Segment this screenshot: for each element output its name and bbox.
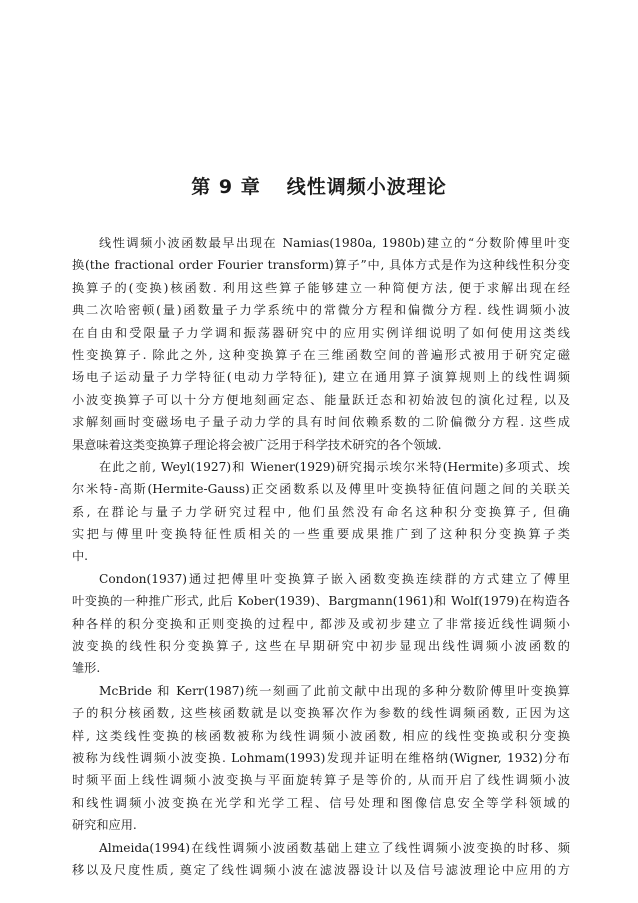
text-line: 雏形. (72, 661, 101, 676)
text-line: 和线性调频小波变换在光学和光学工程、信号处理和图像信息安全等学科领域的 (72, 795, 570, 810)
text-line: 尔米特-高斯(Hermite-Gauss)正交函数系以及傅里叶变换特征值问题之间的关联关 (72, 482, 570, 497)
text-line: Condon(1937)通过把傅里叶变换算子嵌入函数变换连续群的方式建立了傅里 (99, 571, 570, 586)
text-line: 小波变换算子可以十分方便地刻画定态、能量跃迁态和初始波包的演化过程, 以及 (72, 392, 570, 407)
text-line: Almeida(1994)在线性调频小波函数基础上建立了线性调频小波变换的时移、频 (99, 840, 570, 855)
text-line: 在此之前, Weyl(1927)和 Wiener(1929)研究揭示埃尔米特(Hermite)多项式、埃 (99, 459, 570, 474)
paragraph (72, 680, 570, 837)
text-line: 换(the fractional order Fourier transform)算子”中, 具体方式是作为这种线性积分变 (72, 258, 570, 273)
text-line: 种各样的积分变换和正则变换的过程中, 都涉及或初步建立了非常接近线性调频小 (72, 616, 570, 631)
chapter-title: 线性调频小波理论 (286, 176, 447, 198)
body-text (72, 232, 570, 881)
text-line: 典二次哈密顿(量)函数量子力学系统中的常微分方程和偏微分方程. 线性调频小波 (72, 303, 570, 318)
text-line: 样, 这类线性变换的核函数被称为线性调频小波函数, 相应的线性变换或积分变换 (72, 728, 570, 743)
text-line: 线性调频小波函数最早出现在 Namias(1980a, 1980b)建立的“分数阶傅里叶变 (99, 236, 570, 250)
paragraph (72, 837, 570, 882)
text-line: 果意味着这类变换算子理论将会被广泛用于科学技术研究的各个领域. (72, 437, 442, 452)
text-line: 场电子运动量子力学特征(电动力学特征), 建立在通用算子演算规则上的线性调频 (72, 370, 570, 385)
text-line: 研究和应用. (72, 818, 137, 833)
text-line: 移以及尺度性质, 奠定了线性调频小波在滤波器设计以及信号滤波理论中应用的方 (72, 862, 570, 877)
text-line: 波变换的线性积分变换算子, 这些在早期研究中初步显现出线性调频小波函数的 (72, 639, 570, 654)
paragraph (72, 456, 570, 568)
text-line: 叶变换的一种推广形式, 此后 Kober(1939)、Bargmann(1961)和 Wolf(1979)在构造各 (72, 594, 570, 609)
text-line: 在自由和受限量子力学调和振荡器研究中的应用实例详细说明了如何使用这类线 (72, 325, 570, 340)
text-line: 实把与傅里叶变换特征性质相关的一些重要成果推广到了这种积分变换算子类 (72, 527, 570, 542)
text-line: 被称为线性调频小波变换. Lohmam(1993)发现并证明在维格纳(Wigner, 1932)分布 (72, 750, 570, 765)
paragraph (72, 232, 570, 456)
text-line: 子的积分核函数, 这些核函数就是以变换幂次作为参数的线性调频函数, 正因为这 (72, 706, 570, 721)
text-line: 求解刻画时变磁场电子量子动力学的具有时间依赖系数的二阶偏微分方程. 这些成 (72, 415, 570, 430)
chapter-number: 第 9 章 (191, 176, 261, 198)
chapter-heading (0, 172, 638, 199)
text-line: 性变换算子. 除此之外, 这种变换算子在三维函数空间的普遍形式被用于研究定磁 (72, 347, 570, 362)
paragraph (72, 568, 570, 680)
text-line: 时频平面上线性调频小波变换与平面旋转算子是等价的, 从而开启了线性调频小波 (72, 773, 570, 788)
text-line: 换算子的(变换)核函数. 利用这些算子能够建立一种简便方法, 便于求解出现在经 (72, 280, 570, 295)
text-line: 系, 在群论与量子力学研究过程中, 他们虽然没有命名这种积分变换算子, 但确 (72, 504, 570, 519)
text-line: 中. (72, 549, 89, 564)
text-line: McBride 和 Kerr(1987)统一刻画了此前文献中出现的多种分数阶傅里叶变换算 (99, 683, 570, 698)
